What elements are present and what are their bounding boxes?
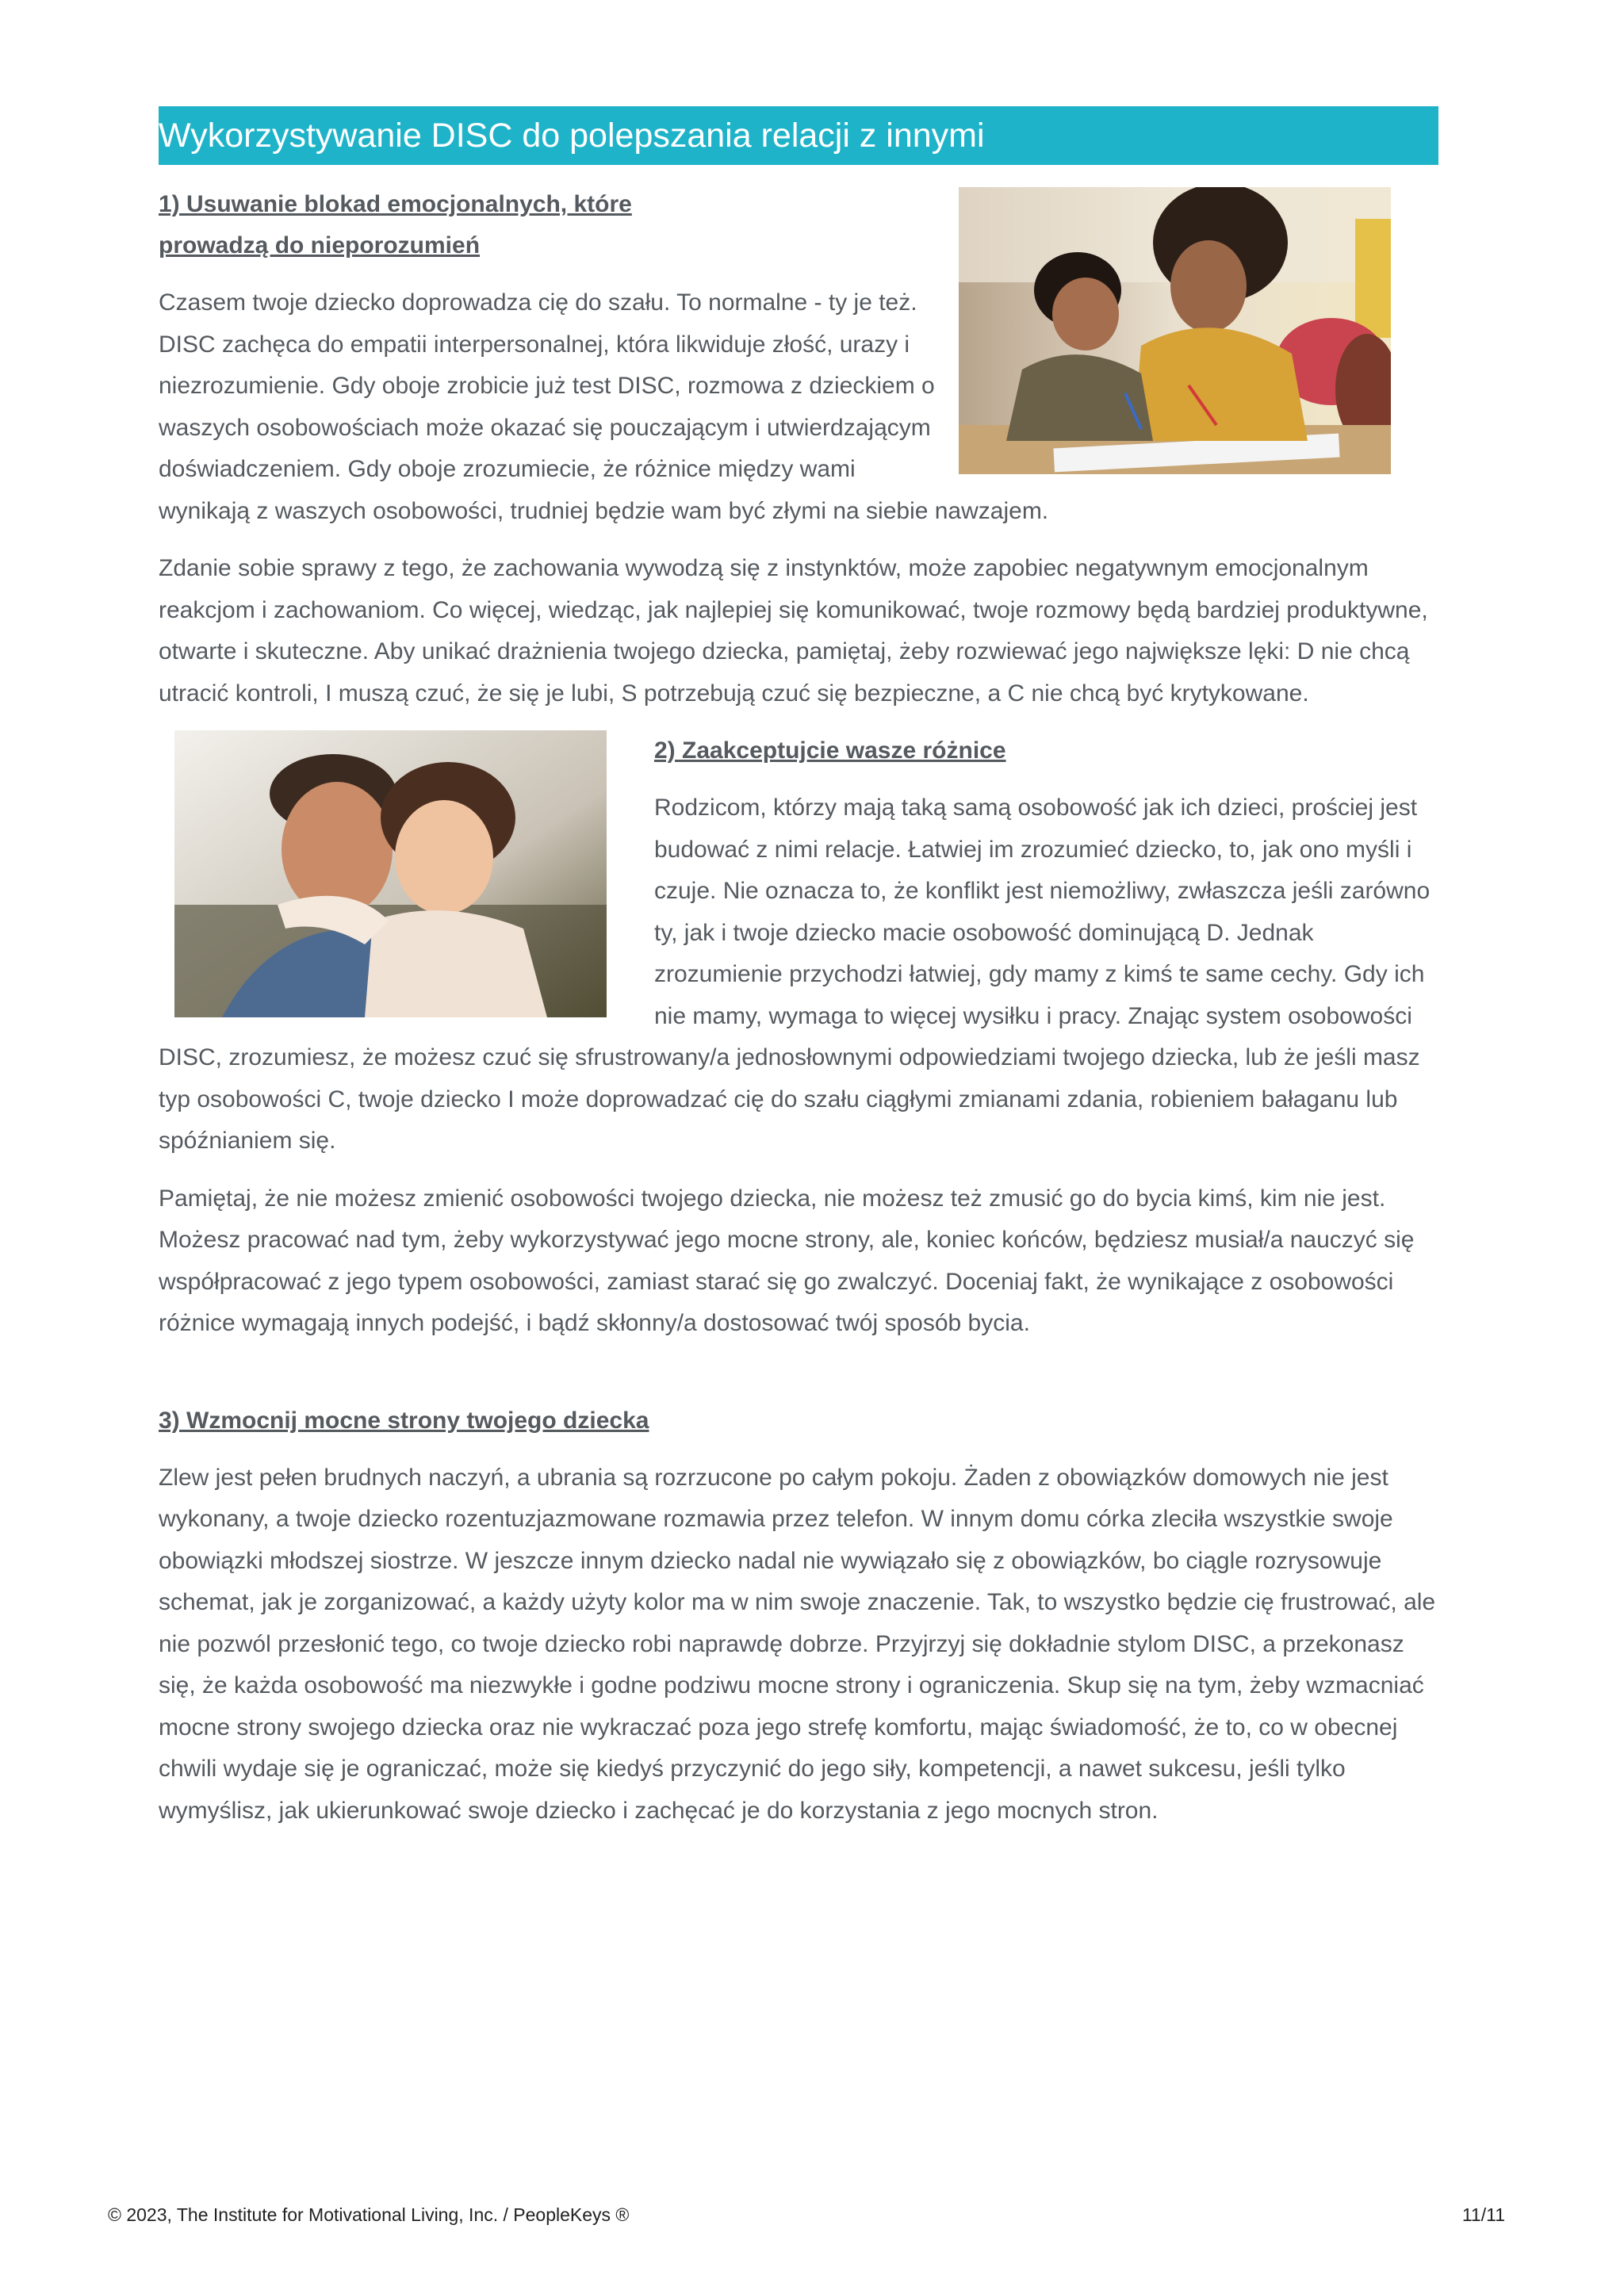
photo-mother-child-drawing [959,187,1391,474]
section-1-paragraph-1: Czasem twoje dziecko doprowadza cię do szału. To normalne - ty je też. DISC zachęca do empatii interpersonalnej, która likwiduje złość, urazy i niezrozumienie. Gdy oboje zrobicie już test DISC, rozmowa z dzieckiem o waszych osobowościach może okazać się pouczającym i utwierdzającym doświadczeniem. Gdy oboje zrozumiecie, że różnice między wami wynikają z waszych osobowości, trudniej będzie wam być złymi na siebie nawzajem. [159,289,1049,524]
section-2-paragraph-2: Pamiętaj, że nie możesz zmienić osobowości twojego dziecka, nie możesz też zmusić go do bycia kimś, kim nie jest. Możesz pracować nad tym, żeby wykorzystywać jego mocne strony, ale, koniec końców, będziesz musiał/a nauczyć się współpracować z jego typem osobowości, zamiast starać się go zwalczyć. Doceniaj fakt, że wynikające z osobowości różnice wymagają innych podejść, i bądź skłonny/a dostosować twój sposób bycia. [159,1185,1415,1336]
content [159,184,1438,1832]
page-number: 11/11 [1461,2204,1505,2225]
section-2-heading: 2) Zaakceptujcie wasze różnice [654,737,1006,764]
section-2-paragraph-1: Rodzicom, którzy mają taką samą osobowość jak ich dzieci, prościej jest budować z nimi relacje. Łatwiej im zrozumieć dziecko, to, jak ono myśli i czuje. Nie oznacza to, że konflikt jest niemożliwy, zwłaszcza jeśli zarówno ty, jak i twoje dziecko macie osobowość dominującą D. Jednak zrozumienie przychodzi łatwiej, gdy mamy z kimś te same cechy. Gdy ich nie mamy, wymaga to więcej wysiłku i pracy. Znając system osobowości DISC, zrozumiesz, że możesz czuć się sfrustrowany/a jednosłownymi odpowiedziami twojego dziecka, lub że jeśli masz typ osobowości C, twoje dziecko I może doprowadzać cię do szału ciągłymi zmianami zdania, robieniem bałaganu lub spóźnianiem się. [159,795,1431,1154]
section-3-paragraph-1: Zlew jest pełen brudnych naczyń, a ubrania są rozrzucone po całym pokoju. Żaden z obowiązków domowych nie jest wykonany, a twoje dziecko rozentuzjazmowane rozmawia przez telefon. W innym domu córka zleciła wszystkie swoje obowiązki młodszej siostrze. W jeszcze innym dziecko nadal nie wywiązało się z obowiązków, bo ciągle rozrysowuje schemat, jak je zorganizować, a każdy użyty kolor ma w nim swoje znaczenie. Tak, to wszystko będzie cię frustrować, ale nie pozwól przesłonić tego, co twoje dziecko robi naprawdę dobrze. Przyjrzyj się dokładnie stylom DISC, a przekonasz się, że każda osobowość ma niezwykłe i godne podziwu mocne strony i ograniczenia. Skup się na tym, żeby wzmacniać mocne strony swojego dziecka oraz nie wykraczać poza jego strefę komfortu, mając świadomość, że to, co w obecnej chwili wydaje się je ograniczać, może się kiedyś przyczynić do jego siły, kompetencji, a nawet sukcesu, jeśli tylko wymyślisz, jak ukierunkować swoje dziecko i zachęcać je do korzystania z jego mocnych stron. [159,1464,1436,1824]
section-3-heading: 3) Wzmocnij mocne strony twojego dziecka [159,1407,649,1434]
section-1-heading: 1) Usuwanie blokad emocjonalnych, które prowadzą do nieporozumień [159,191,632,259]
section-1-paragraph-2: Zdanie sobie sprawy z tego, że zachowania wywodzą się z instynktów, może zapobiec negatywnym emocjonalnym reakcjom i zachowaniom. Co więcej, wiedząc, jak najlepiej się komunikować, twoje rozmowy będą bardziej produktywne, otwarte i skuteczne. Aby unikać drażnienia twojego dziecka, pamiętaj, żeby rozwiewać jego największe lęki: D nie chcą utracić kontroli, I muszą czuć, że się je lubi, S potrzebują czuć się bezpieczne, a C nie chcą być krytykowane. [159,555,1428,707]
footer-copyright: © 2023, The Institute for Motivational Living, Inc. / PeopleKeys ® [108,2204,630,2225]
photo-father-daughter-hug [174,730,607,1017]
page-title: Wykorzystywanie DISC do polepszania relacji z innymi [159,117,985,155]
title-bar [159,106,1438,165]
footer [108,2204,1505,2226]
